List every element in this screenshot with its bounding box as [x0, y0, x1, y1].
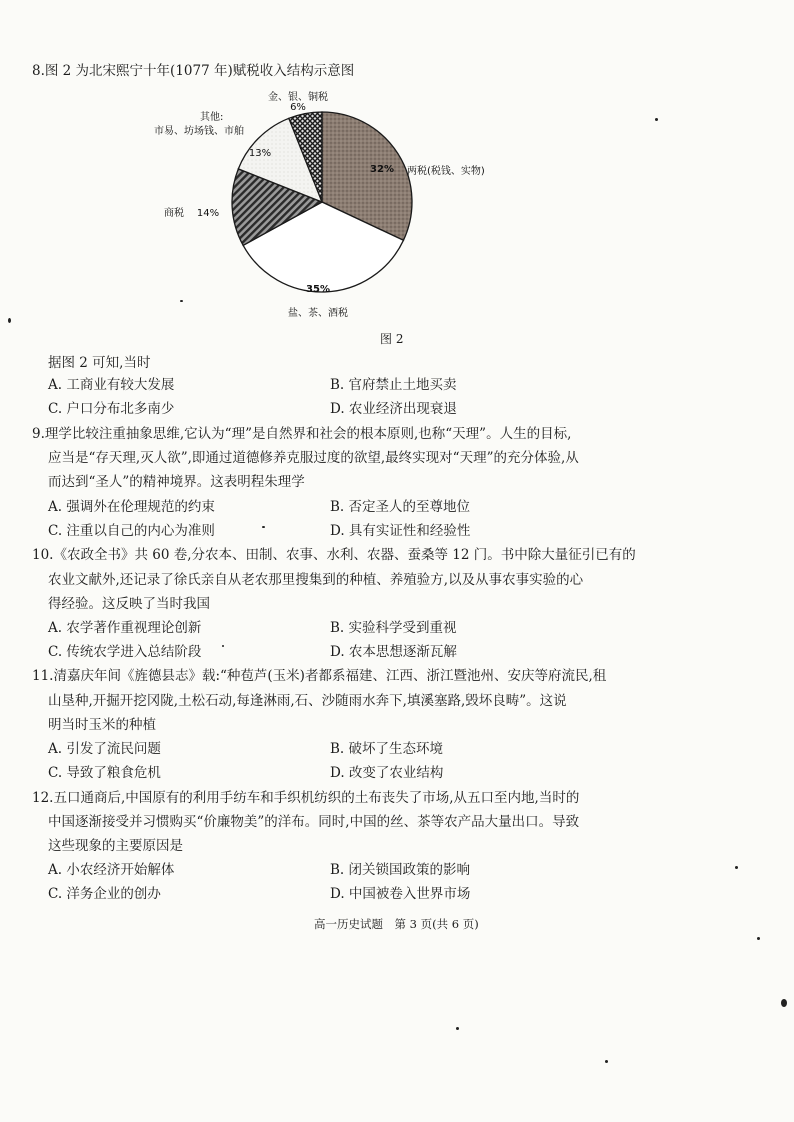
q9-option-d: D. 具有实证性和经验性 — [330, 523, 471, 539]
q10-option-d: D. 农本思想逐渐瓦解 — [330, 644, 457, 660]
q9-line-3: 而达到“圣人”的精神境界。这表明程朱理学 — [48, 474, 305, 490]
q10-line-3: 得经验。这反映了当时我国 — [48, 596, 210, 612]
q11-line-1: 11.清嘉庆年间《旌德县志》载:“种苞芦(玉米)者都系福建、江西、浙江暨池州、安庆等府流民,租 — [32, 668, 607, 684]
pie-value-label: 14% — [196, 208, 220, 219]
scan-speck — [605, 1060, 608, 1063]
scan-speck — [735, 866, 738, 869]
q12-option-b: B. 闭关锁国政策的影响 — [330, 862, 471, 878]
q9-option-b: B. 否定圣人的至尊地位 — [330, 499, 471, 515]
page-footer: 高一历史试题 第 3 页(共 6 页) — [314, 917, 479, 931]
pie-value-label: 35% — [306, 284, 330, 295]
q9-line-1: 9.理学比较注重抽象思维,它认为“理”是自然界和社会的根本原则,也称“天理”。人生的目标, — [32, 426, 572, 442]
scan-speck — [757, 937, 760, 940]
q8-option-a: A. 工商业有较大发展 — [48, 377, 175, 393]
q8-option-d: D. 农业经济出现衰退 — [330, 401, 457, 417]
q10-option-a: A. 农学著作重视理论创新 — [48, 620, 202, 636]
q11-option-c: C. 导致了粮食危机 — [48, 765, 161, 781]
pie-value-label: 6% — [290, 102, 306, 113]
q11-option-d: D. 改变了农业结构 — [330, 765, 444, 781]
pie-category-label: 商税 — [164, 208, 184, 219]
q10-line-2: 农业文献外,还记录了徐氏亲自从老农那里搜集到的种植、养殖验方,以及从事农事实验的心 — [48, 572, 584, 588]
q9-option-a: A. 强调外在伦理规范的约束 — [48, 499, 215, 515]
q11-line-2: 山垦种,开掘开挖冈陇,土松石动,每逢淋雨,石、沙随雨水奔下,填溪塞路,毁坏良畴”。这说 — [48, 693, 567, 709]
q10-option-b: B. 实验科学受到重视 — [330, 620, 457, 636]
scan-speck — [8, 318, 11, 323]
scan-speck — [180, 300, 183, 302]
q12-option-a: A. 小农经济开始解体 — [48, 862, 175, 878]
pie-value-label: 32% — [370, 164, 394, 175]
q8-option-c: C. 户口分布北多南少 — [48, 401, 175, 417]
pie-category-label: 市易、坊场钱、市舶 — [154, 126, 244, 137]
q11-option-a: A. 引发了流民问题 — [48, 741, 161, 757]
scan-speck — [655, 118, 658, 121]
scan-speck — [781, 999, 787, 1007]
scan-speck — [222, 645, 224, 647]
scan-speck — [456, 1027, 459, 1030]
pie-category-label: 其他: — [200, 112, 224, 123]
q10-line-1: 10.《农政全书》共 60 卷,分农本、田制、农事、水利、农器、蚕桑等 12 门。书中除大量征引已有的 — [32, 547, 636, 563]
q9-line-2: 应当是“存天理,灭人欲”,即通过道德修养克服过度的欲望,最终实现对“天理”的充分体验,从 — [48, 450, 579, 466]
q8-option-b: B. 官府禁止土地买卖 — [330, 377, 457, 393]
q12-line-3: 这些现象的主要原因是 — [48, 838, 183, 854]
q11-line-3: 明当时玉米的种植 — [48, 717, 156, 733]
q8-followup: 据图 2 可知,当时 — [48, 355, 151, 371]
q12-line-1: 12.五口通商后,中国原有的利用手纺车和手织机纺织的土布丧失了市场,从五口至内地,当时的 — [32, 790, 580, 806]
q10-option-c: C. 传统农学进入总结阶段 — [48, 644, 202, 660]
q12-option-c: C. 洋务企业的创办 — [48, 886, 161, 902]
figure-caption: 图 2 — [380, 332, 404, 346]
pie-category-label: 盐、茶、酒税 — [288, 308, 348, 319]
pie-category-label: 两税(税钱、实物) — [407, 166, 485, 177]
pie-category-label: 金、银、铜税 — [268, 92, 328, 103]
pie-chart — [150, 86, 550, 346]
q11-option-b: B. 破坏了生态环境 — [330, 741, 444, 757]
pie-value-label: 13% — [248, 148, 272, 159]
q9-option-c: C. 注重以自己的内心为准则 — [48, 523, 215, 539]
q12-line-2: 中国逐渐接受并习惯购买“价廉物美”的洋布。同时,中国的丝、茶等农产品大量出口。导致 — [48, 814, 580, 830]
q12-option-d: D. 中国被卷入世界市场 — [330, 886, 471, 902]
q8-stem: 8.图 2 为北宋熙宁十年(1077 年)赋税收入结构示意图 — [32, 63, 355, 79]
scan-speck — [262, 526, 265, 528]
